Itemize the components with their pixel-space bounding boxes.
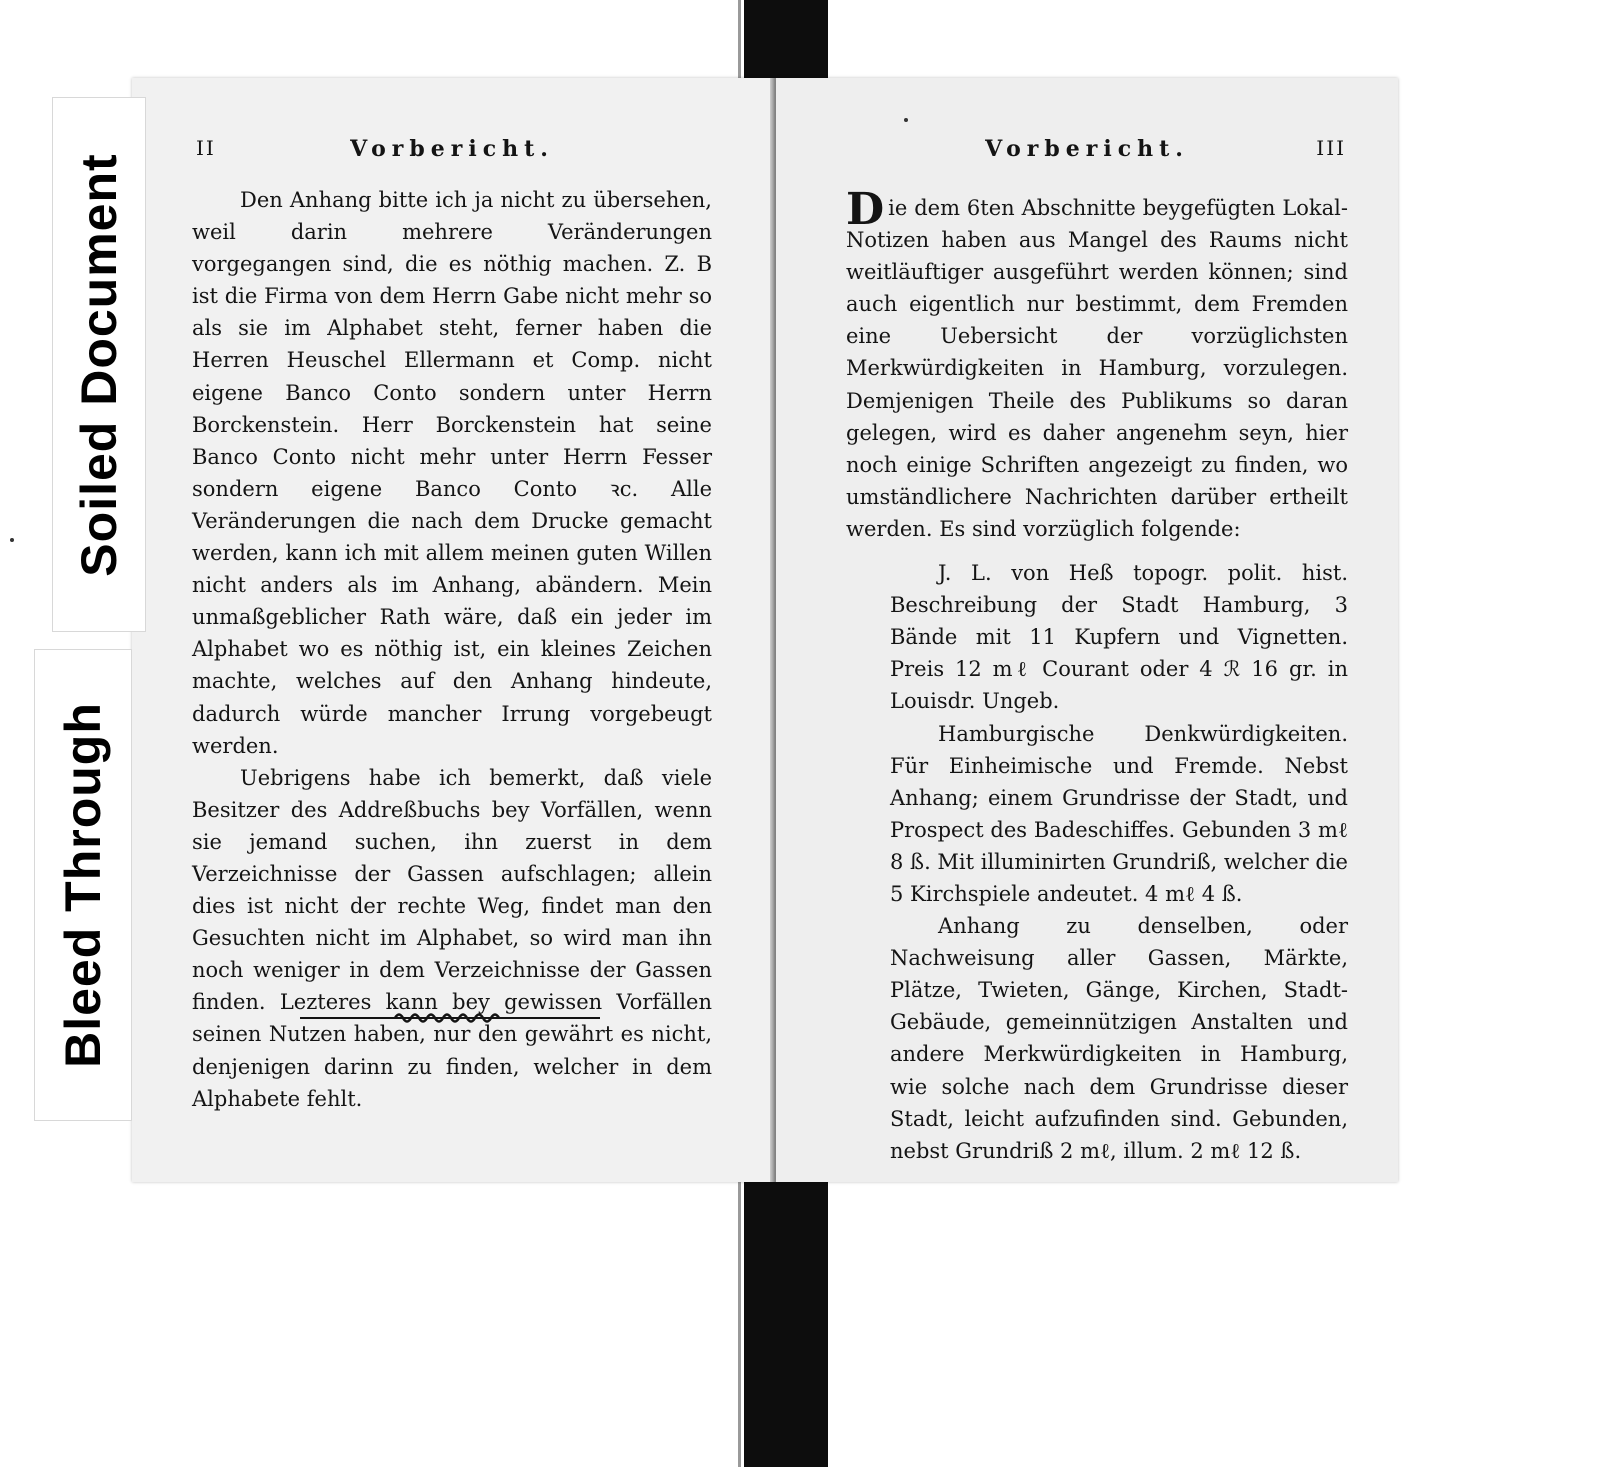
left-paragraph-1: Den Anhang bitte ich ja nicht zu übersehen, weil darin mehrere Veränderungen vorgegangen sind, die es nöthig machen. Z. B ist die Firma von dem Herrn Gabe nicht mehr so als sie im Alphabet steht, ferner haben die Herren Heuschel Ellermann et Comp. nicht eigene Banco Conto sondern unter Herrn Borckenstein. Herr Borckenstein hat seine Banco Conto nicht mehr unter Herrn Fesser sondern eigene Banco Conto ꝛc. Alle Veränderungen die nach dem Drucke gemacht werden, kann ich mit allem meinen guten Willen nicht anders als im Anhang, abändern. Mein unmaßgeblicher Rath wäre, daß ein jeder im Alphabet wo es nöthig ist, ein kleines Zeichen machte, welches auf den Anhang hindeute, dadurch würde mancher Irrung vorgebeugt werden. — [192, 188, 712, 758]
end-ornament — [300, 1009, 600, 1027]
left-running-head — [132, 136, 772, 166]
right-intro-paragraph — [846, 184, 1348, 545]
bleed-through-label-text: Bleed Through — [55, 702, 111, 1068]
right-running-head — [776, 136, 1398, 166]
left-page-number: II — [196, 136, 216, 160]
binding-spine-bottom — [744, 1180, 828, 1467]
right-text-block — [846, 184, 1348, 1167]
bibliography-entry: Hamburgische Denkwürdigkeiten. Für Einheimische und Fremde. Nebst Anhang; einem Grundrisse der Stadt, und Prospect des Badeschiffes. Gebunden 3 mℓ 8 ß. Mit illuminirten Grundriß, welcher die 5 Kirchspiele andeutet. 4 mℓ 4 ß. — [890, 721, 1348, 906]
bibliography-entry: J. L. von Heß topogr. polit. hist. Beschreibung der Stadt Hamburg, 3 Bände mit 11 Kupfern und Vignetten. Preis 12 mℓ Courant oder 4 ℛ 16 gr. in Louisdr. Ungeb. — [890, 561, 1348, 714]
left-running-title: Vorbericht. — [350, 136, 554, 162]
right-page-number: III — [1316, 136, 1346, 160]
dust-speck — [10, 538, 14, 542]
left-text-block — [192, 184, 712, 1115]
dust-speck — [904, 118, 908, 122]
left-page — [132, 78, 772, 1182]
right-page — [776, 78, 1398, 1182]
soiled-document-label — [52, 97, 146, 632]
binding-spine-top — [744, 0, 828, 84]
drop-cap-letter: D — [846, 184, 885, 235]
left-paragraph-2: Uebrigens habe ich bemerkt, daß viele Besitzer des Addreßbuchs bey Vorfällen, wenn sie jemand suchen, ihn zuerst in dem Verzeichnisse der Gassen aufschlagen; allein dies ist nicht der rechte Weg, findet man den Gesuchten nicht im Alphabet, so wird man ihn noch weniger in dem Verzeichnisse der Gassen finden. Lezteres kann bey gewissen Vorfällen seinen Nutzen haben, nur den gewährt es nicht, denjenigen darinn zu finden, welcher in dem Alphabete fehlt. — [192, 765, 712, 1111]
bibliography-entry: Anhang zu denselben, oder Nachweisung aller Gassen, Märkte, Plätze, Twieten, Gänge, Kirchen, Stadt-Gebäude, gemeinnützigen Anstalten und andere Merkwürdigkeiten in Hamburg, wie solche nach dem Grundrisse dieser Stadt, leicht aufzufinden sind. Gebunden, nebst Grundriß 2 mℓ, illum. 2 mℓ 12 ß. — [890, 914, 1348, 1163]
soiled-document-label-text: Soiled Document — [71, 152, 127, 577]
bleed-through-label — [34, 649, 132, 1121]
intro-text: ie dem 6ten Abschnitte beygefügten Lokal-Notizen haben aus Mangel des Raums nicht weitläuftiger ausgeführt werden können; sind auch eigentlich nur bestimmt, dem Fremden eine Uebersicht der vorzüglichsten Merkwürdigkeiten in Hamburg, vorzulegen. Demjenigen Theile des Publikums so daran gelegen, wird es daher angenehm seyn, hier noch einige Schriften angezeigt zu finden, wo umständlichere Nachrichten darüber ertheilt werden. Es sind vorzüglich folgende: — [846, 196, 1348, 541]
right-running-title: Vorbericht. — [985, 136, 1189, 162]
